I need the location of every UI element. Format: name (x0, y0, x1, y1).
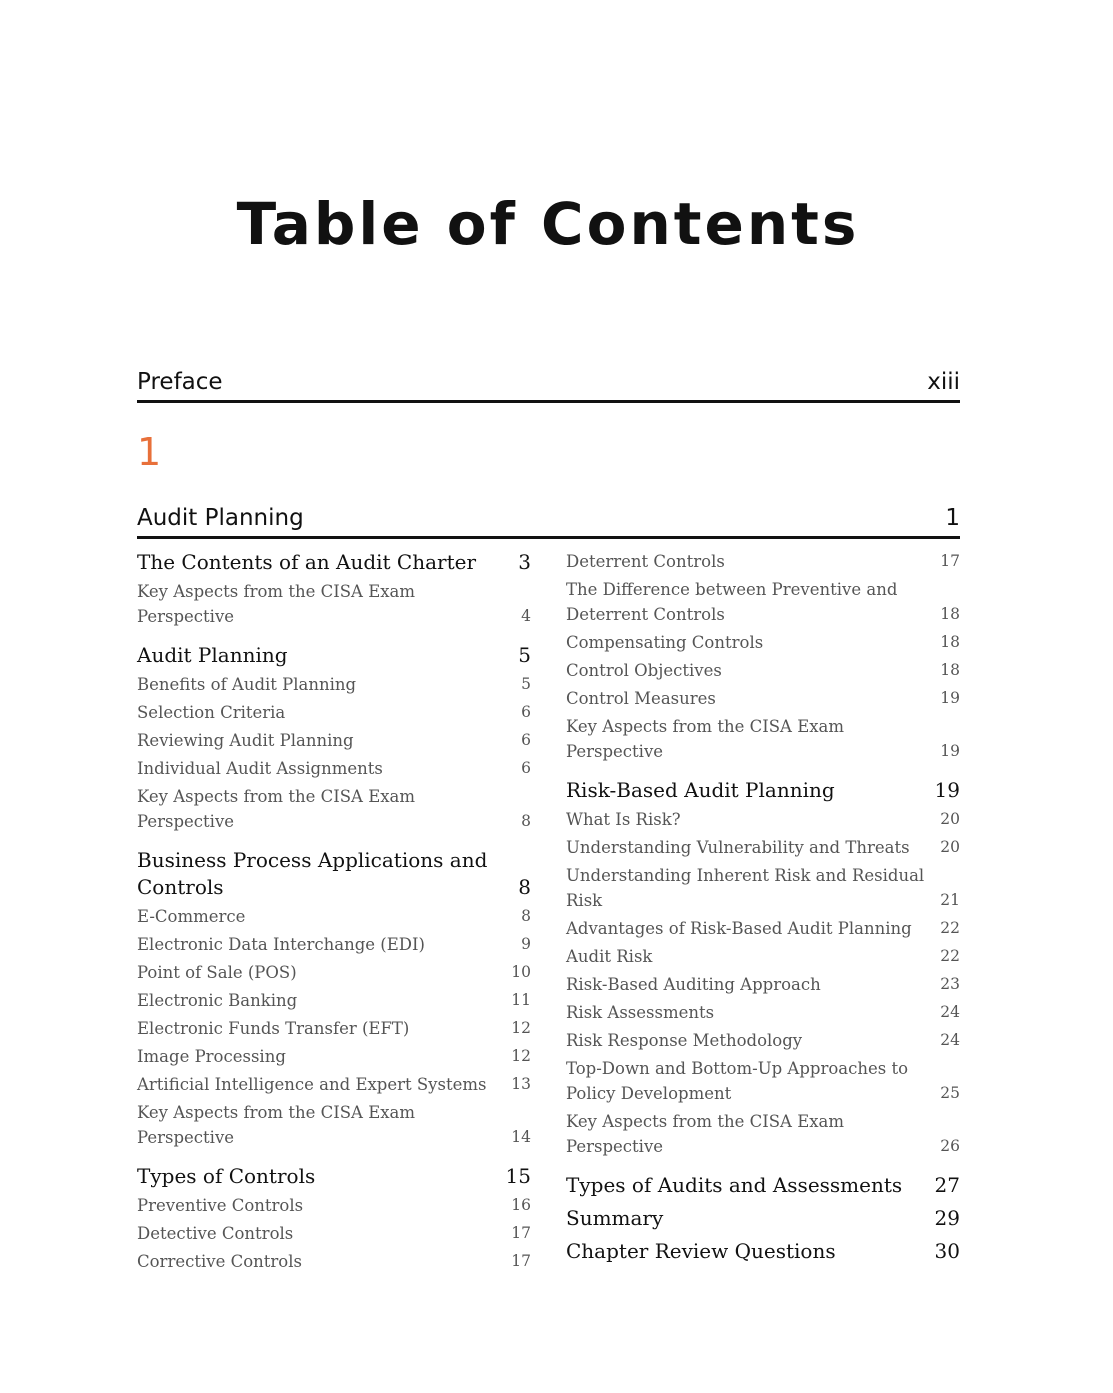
chapter-entry[interactable] (137, 500, 960, 539)
toc-subsection-entry[interactable] (566, 714, 960, 764)
toc-entry-page: 5 (521, 675, 531, 693)
toc-entry-page: 15 (505, 1164, 531, 1188)
toc-subsection-entry[interactable] (137, 700, 531, 725)
toc-subsection-entry[interactable] (137, 1193, 531, 1218)
toc-entry-title: Electronic Banking (137, 991, 298, 1010)
toc-subsection-entry[interactable] (137, 1044, 531, 1069)
toc-entry-page: 6 (521, 731, 531, 749)
toc-entry-title: Selection Criteria (137, 703, 286, 722)
toc-entry-page: 3 (518, 550, 531, 574)
toc-subsection-entry[interactable] (137, 784, 531, 834)
toc-entry-title: Deterrent Controls (566, 552, 725, 571)
toc-subsection-entry[interactable] (566, 686, 960, 711)
toc-subsection-entry[interactable] (566, 944, 960, 969)
toc-entry-page: 18 (940, 633, 960, 651)
toc-subsection-entry[interactable] (137, 988, 531, 1013)
toc-subsection-entry[interactable] (137, 960, 531, 985)
toc-subsection-entry[interactable] (566, 972, 960, 997)
toc-entry-page: 6 (521, 703, 531, 721)
toc-entry-title: Control Objectives (566, 661, 722, 680)
toc-entry-title: Point of Sale (POS) (137, 963, 297, 982)
toc-entry-title: Key Aspects from the CISA Exam Perspective (137, 582, 416, 626)
toc-entry-title: Risk Response Methodology (566, 1031, 803, 1050)
toc-entry-page: 13 (511, 1075, 531, 1093)
toc-subsection-entry[interactable] (137, 1100, 531, 1150)
toc-subsection-entry[interactable] (137, 1072, 531, 1097)
preface-label: Preface (137, 369, 223, 395)
toc-entry-page: 8 (521, 907, 531, 925)
toc-entry-title: Advantages of Risk-Based Audit Planning (566, 919, 912, 938)
toc-entry-title: Compensating Controls (566, 633, 764, 652)
toc-entry-title: Audit Planning (137, 643, 288, 667)
toc-entry-title: The Contents of an Audit Charter (137, 550, 477, 574)
toc-section-entry[interactable] (137, 847, 531, 901)
toc-entry-page: 24 (940, 1031, 960, 1049)
toc-entry-page: 16 (511, 1196, 531, 1214)
toc-entry-title: Reviewing Audit Planning (137, 731, 354, 750)
toc-entry-title: Understanding Vulnerability and Threats (566, 838, 910, 857)
toc-entry-title: Chapter Review Questions (566, 1239, 836, 1263)
toc-entry-title: Image Processing (137, 1047, 286, 1066)
toc-subsection-entry[interactable] (566, 1028, 960, 1053)
toc-entry-title: Risk-Based Auditing Approach (566, 975, 821, 994)
toc-subsection-entry[interactable] (566, 549, 960, 574)
toc-entry-page: 20 (940, 838, 960, 856)
toc-subsection-entry[interactable] (137, 579, 531, 629)
toc-entry-title: Audit Risk (566, 947, 653, 966)
toc-entry-title: Control Measures (566, 689, 716, 708)
toc-section-entry[interactable] (566, 1205, 960, 1232)
toc-entry-page: 14 (511, 1128, 531, 1146)
toc-entry-page: 21 (940, 891, 960, 909)
toc-entry-title: Key Aspects from the CISA Exam Perspective (566, 1112, 845, 1156)
toc-subsection-entry[interactable] (137, 904, 531, 929)
toc-subsection-entry[interactable] (566, 1056, 960, 1106)
toc-entry-title: The Difference between Preventive and Deterrent Controls (566, 580, 898, 624)
toc-subsection-entry[interactable] (137, 1016, 531, 1041)
toc-entry-page: 20 (940, 810, 960, 828)
toc-right-column (566, 549, 960, 1265)
toc-entry-title: Summary (566, 1206, 664, 1230)
toc-entry-page: 19 (940, 742, 960, 760)
toc-entry-title: Understanding Inherent Risk and Residual Risk (566, 866, 925, 910)
toc-entry-page: 19 (934, 778, 960, 802)
toc-entry-page: 18 (940, 605, 960, 623)
toc-entry-title: Risk Assessments (566, 1003, 715, 1022)
toc-subsection-entry[interactable] (137, 932, 531, 957)
chapter-page: 1 (945, 505, 960, 531)
toc-subsection-entry[interactable] (566, 1109, 960, 1159)
toc-entry-page: 17 (511, 1252, 531, 1270)
toc-section-entry[interactable] (137, 642, 531, 669)
toc-entry-page: 17 (511, 1224, 531, 1242)
page-title: Table of Contents (236, 190, 860, 258)
toc-subsection-entry[interactable] (566, 577, 960, 627)
toc-entry-title: Top-Down and Bottom-Up Approaches to Policy Development (566, 1059, 909, 1103)
toc-entry-page: 10 (511, 963, 531, 981)
toc-entry-page: 9 (521, 935, 531, 953)
toc-entry-title: Business Process Applications and Controls (137, 848, 488, 899)
toc-left-column (137, 549, 531, 1274)
toc-entry-page: 12 (511, 1019, 531, 1037)
toc-entry-page: 29 (934, 1206, 960, 1230)
toc-entry-page: 11 (511, 991, 531, 1009)
toc-entry-page: 22 (940, 947, 960, 965)
toc-subsection-entry[interactable] (566, 630, 960, 655)
toc-entry-page: 23 (940, 975, 960, 993)
toc-section-entry[interactable] (137, 1163, 531, 1190)
toc-entry-page: 18 (940, 661, 960, 679)
toc-entry-title: Key Aspects from the CISA Exam Perspective (566, 717, 845, 761)
toc-entry-title: Detective Controls (137, 1224, 294, 1243)
chapter-number: 1 (137, 430, 162, 474)
toc-entry-title: E-Commerce (137, 907, 246, 926)
toc-subsection-entry[interactable] (566, 658, 960, 683)
toc-entry-page: 6 (521, 759, 531, 777)
toc-subsection-entry[interactable] (137, 672, 531, 697)
toc-entry-page: 27 (934, 1173, 960, 1197)
chapter-title: Audit Planning (137, 505, 304, 531)
toc-section-entry[interactable] (137, 549, 531, 576)
toc-entry-title: Key Aspects from the CISA Exam Perspective (137, 1103, 416, 1147)
toc-entry-page: 30 (934, 1239, 960, 1263)
toc-subsection-entry[interactable] (137, 1221, 531, 1246)
toc-entry-title: Preventive Controls (137, 1196, 304, 1215)
toc-entry-page: 22 (940, 919, 960, 937)
toc-entry-title: Types of Controls (137, 1164, 316, 1188)
toc-entry-title: Benefits of Audit Planning (137, 675, 357, 694)
toc-section-entry[interactable] (566, 777, 960, 804)
toc-subsection-entry[interactable] (137, 728, 531, 753)
toc-entry-page: 17 (940, 552, 960, 570)
toc-subsection-entry[interactable] (566, 807, 960, 832)
toc-entry-page: 19 (940, 689, 960, 707)
toc-subsection-entry[interactable] (566, 863, 960, 913)
toc-entry-title: Corrective Controls (137, 1252, 302, 1271)
toc-subsection-entry[interactable] (566, 1000, 960, 1025)
toc-subsection-entry[interactable] (137, 1249, 531, 1274)
toc-entry-title: Electronic Funds Transfer (EFT) (137, 1019, 410, 1038)
toc-entry-page: 5 (518, 643, 531, 667)
preface-entry[interactable] (137, 364, 960, 403)
toc-entry-title: Risk-Based Audit Planning (566, 778, 835, 802)
toc-entry-title: What Is Risk? (566, 810, 681, 829)
toc-entry-title: Types of Audits and Assessments (566, 1173, 903, 1197)
toc-section-entry[interactable] (566, 1172, 960, 1199)
toc-entry-title: Individual Audit Assignments (137, 759, 383, 778)
toc-entry-page: 12 (511, 1047, 531, 1065)
toc-entry-title: Artificial Intelligence and Expert Systems (137, 1075, 487, 1094)
toc-subsection-entry[interactable] (566, 835, 960, 860)
toc-entry-page: 25 (940, 1084, 960, 1102)
toc-entry-page: 8 (521, 812, 531, 830)
preface-page: xiii (927, 369, 960, 395)
toc-subsection-entry[interactable] (566, 916, 960, 941)
toc-entry-title: Key Aspects from the CISA Exam Perspective (137, 787, 416, 831)
toc-section-entry[interactable] (566, 1238, 960, 1265)
toc-entry-page: 26 (940, 1137, 960, 1155)
toc-entry-page: 8 (518, 875, 531, 899)
toc-subsection-entry[interactable] (137, 756, 531, 781)
toc-entry-title: Electronic Data Interchange (EDI) (137, 935, 425, 954)
toc-entry-page: 4 (521, 607, 531, 625)
toc-entry-page: 24 (940, 1003, 960, 1021)
